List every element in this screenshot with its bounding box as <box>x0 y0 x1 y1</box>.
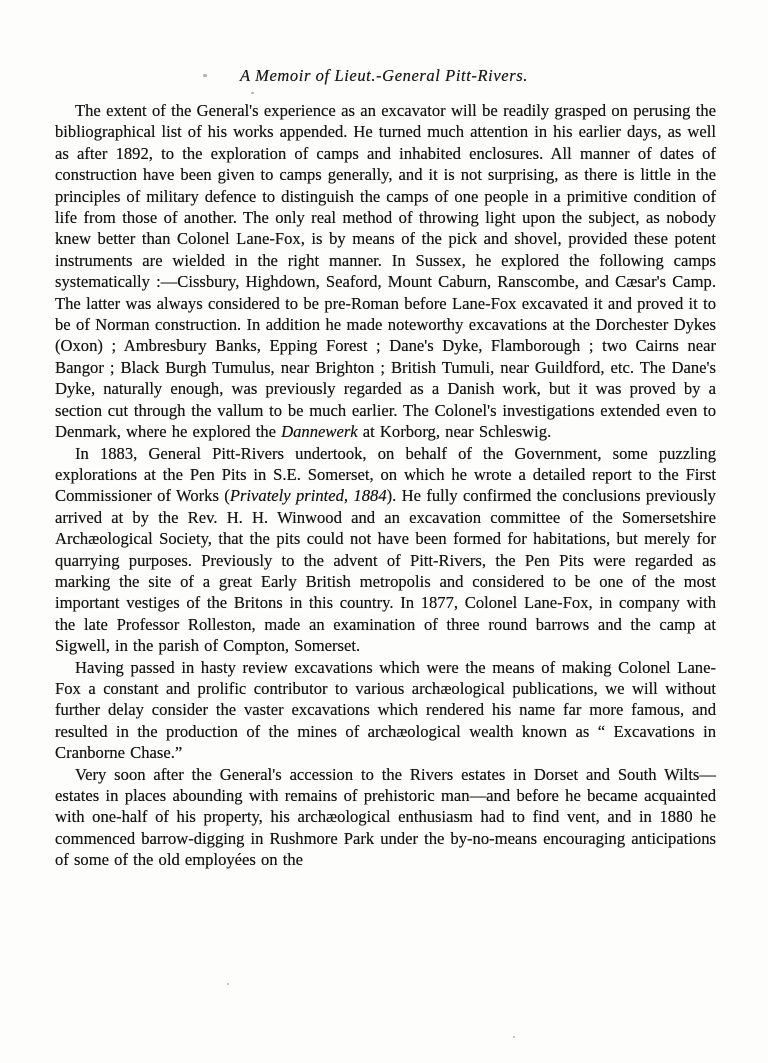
italic-text-run: Dannewerk <box>281 422 358 442</box>
paragraph <box>55 443 716 657</box>
scan-artifact <box>513 1036 515 1038</box>
paragraph <box>55 100 716 443</box>
scan-artifact <box>203 74 207 77</box>
text-run: The extent of the General's experience as an excavator will be readily grasped on perusing the bibliographical list of his works appended. He turned much attention in his earlier days, as well as after 1892, to the exploration of camps and inhabited enclosures. All manner of dates of construction have been given to camps generally, and it is not surprising, as there is little in the principles of military defence to distinguish the camps of one people in a primitive condition of life from those of another. The only real method of throwing light upon the subject, as nobody knew better than Colonel Lane-Fox, is by means of the pick and shovel, provided these potent instruments are wielded in the right manner. In Sussex, he explored the following camps systematically :—Cissbury, Highdown, Seaford, Mount Caburn, Ranscombe, and Cæsar's Camp. The latter was always considered to be pre-Roman before Lane-Fox excavated it and proved it to be of Norman construction. In addition he made noteworthy excavations at the Dorchester Dykes (Oxon) ; Ambresbury Banks, Epping Forest ; Dane's Dyke, Flamborough ; two Cairns near Bangor ; Black Burgh Tumulus, near Brighton ; British Tumuli, near Guildford, etc. The Dane's Dyke, naturally enough, was previously regarded as a Danish work, but it was proved by a section cut through the vallum to be much earlier. The Colonel's investigations extended even to Denmark, where he explored the <box>55 101 716 442</box>
text-run: ). He fully confirmed the conclusions previously arrived at by the Rev. H. H. Winwood and an excavation committee of the Somersetshire Archæological Society, that the pits could not have been formed for habitations, but merely for quarrying purposes. Previously to the advent of Pitt-Rivers, the Pen Pits were regarded as marking the site of a great Early British metropolis and considered to be one of the most important vestiges of the Britons in this country. In 1877, Colonel Lane-Fox, in company with the late Professor Rolleston, made an examination of three round barrows and the camp at Sigwell, in the parish of Compton, Somerset. <box>55 486 716 656</box>
text-run: at Korborg, near Schleswig. <box>357 422 552 442</box>
text-run: Having passed in hasty review excavations which were the means of making Colonel Lane-Fox a constant and prolific contributor to various archæological publications, we will without further delay consider the vaster excavations which rendered his name far more famous, and resulted in the production of the mines of archæological wealth known as “ Excavations in Cranborne Chase.” <box>55 657 716 763</box>
text-run: Very soon after the General's accession to the Rivers estates in Dorset and South Wilts—estates in places abounding with remains of prehistoric man—and before he became acquainted with one-half of his property, his archæological enthusiasm had to find vent, and in 1880 he commenced barrow-digging in Rushmore Park under the by-no-means encouraging anticipations of some of the old employées on the <box>55 764 716 870</box>
scan-artifact <box>251 92 254 94</box>
paragraph <box>55 764 716 871</box>
text-run: In 1883, General Pitt-Rivers undertook, on behalf of the Government, some puzzling explorations at the Pen Pits in S.E. Somerset, on which he wrote a detailed report to the First Commissioner of Works ( <box>55 443 716 506</box>
scan-artifact <box>227 983 229 985</box>
page-body <box>55 100 716 871</box>
paragraph <box>55 657 716 764</box>
italic-text-run: Privately printed, 1884 <box>229 486 387 506</box>
page-title: A Memoir of Lieut.-General Pitt-Rivers. <box>240 66 528 85</box>
